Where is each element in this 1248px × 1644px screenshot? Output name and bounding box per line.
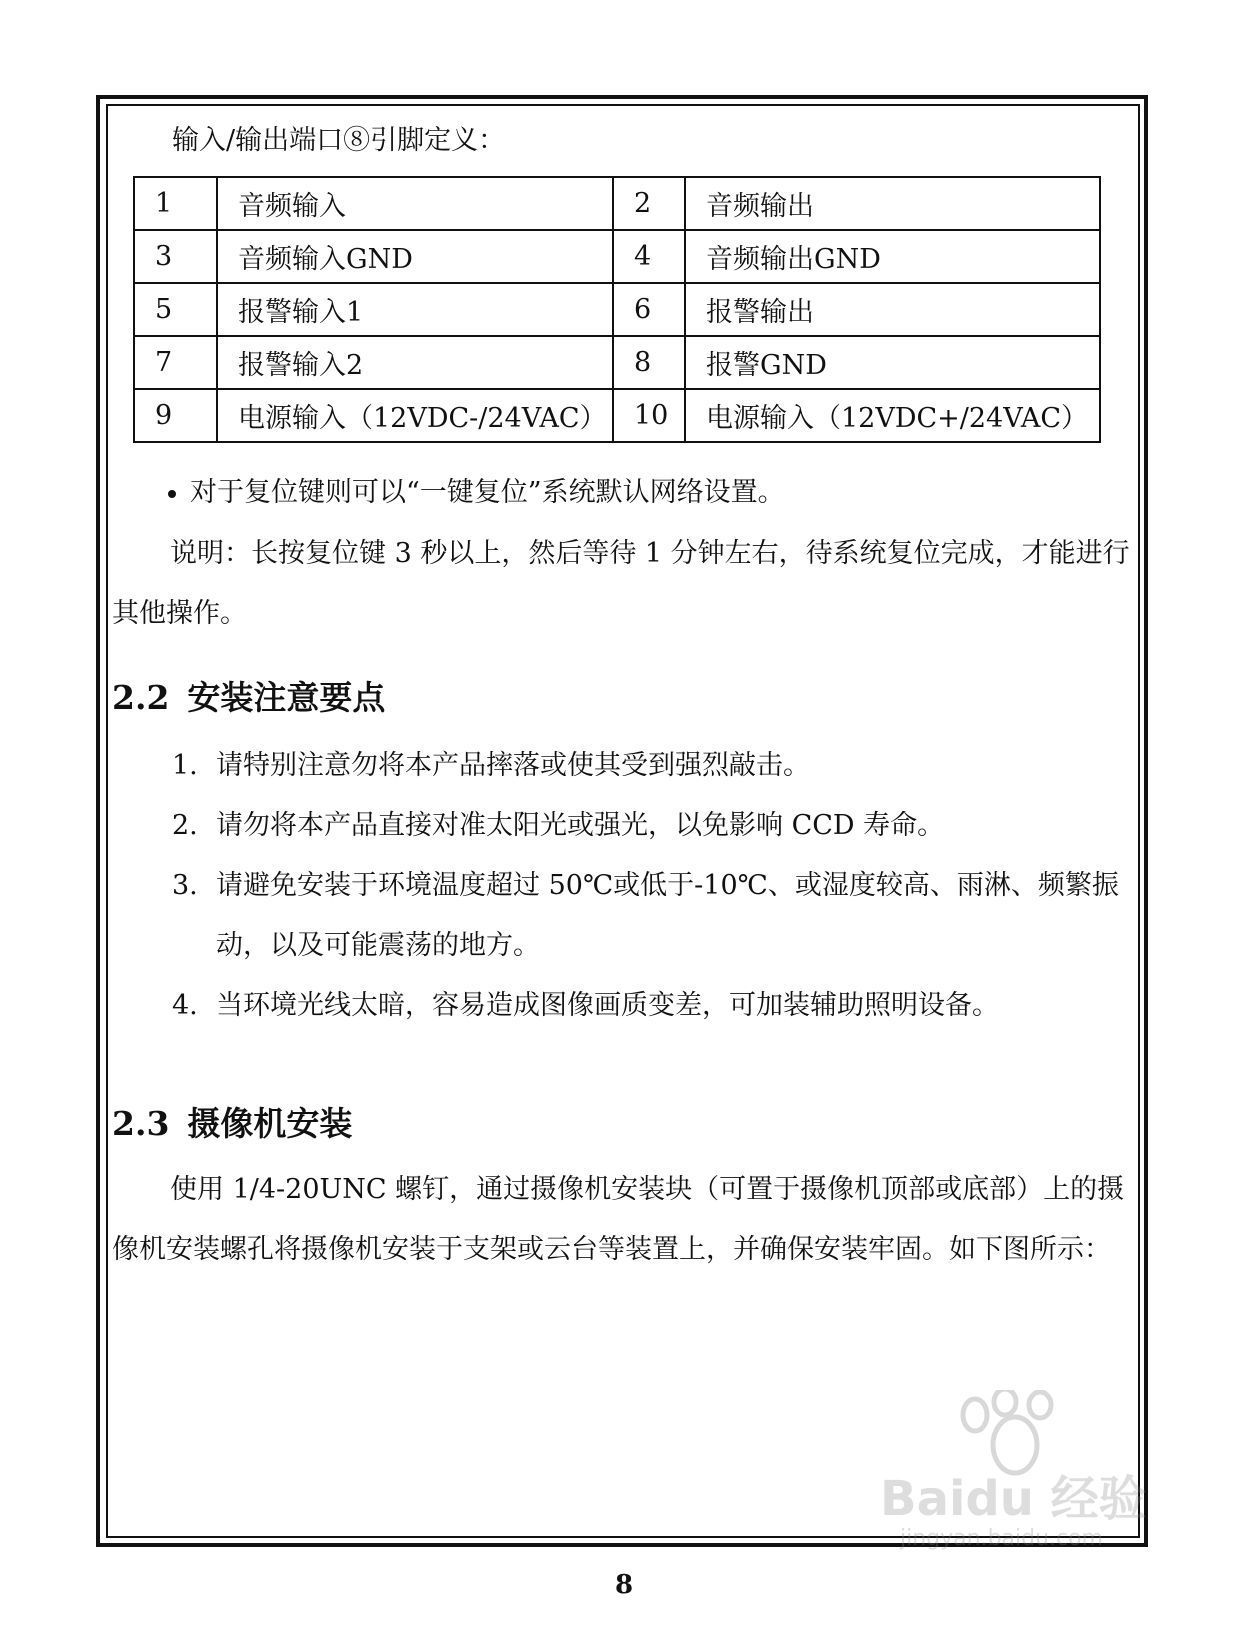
watermark-brand: Baidu 经验 xyxy=(880,1471,1147,1527)
table-row xyxy=(134,389,1100,442)
list-item-text: 请特别注意勿将本产品摔落或使其受到强烈敲击。 xyxy=(216,750,810,781)
list-item-number: 2. xyxy=(172,810,198,841)
list-item-text: 请避免安装于环境温度超过 50℃或低于-10℃、或湿度较高、雨淋、频繁振动，以及可能震荡的地方。 xyxy=(216,870,1119,961)
table-cell: 3 xyxy=(134,230,217,283)
list-item xyxy=(172,976,1134,1036)
table-cell: 电源输入（12VDC-/24VAC） xyxy=(217,389,613,442)
list-item xyxy=(172,796,1134,856)
section-number: 2.2 xyxy=(112,678,170,717)
table-cell: 报警输入2 xyxy=(217,336,613,389)
table-cell: 音频输出 xyxy=(685,177,1100,230)
list-item xyxy=(172,856,1134,976)
baidu-watermark xyxy=(880,1390,1160,1570)
list-item xyxy=(172,736,1134,796)
section-heading-2-3 xyxy=(112,1098,352,1145)
list-item-number: 1. xyxy=(172,750,198,781)
table-row xyxy=(134,177,1100,230)
note-paragraph: 说明：长按复位键 3 秒以上，然后等待 1 分钟左右，待系统复位完成，才能进行其他操作。 xyxy=(112,538,1130,629)
bullet-text: 对于复位键则可以“一键复位”系统默认网络设置。 xyxy=(190,477,785,508)
table-cell: 音频输入 xyxy=(217,177,613,230)
table-cell: 1 xyxy=(134,177,217,230)
table-cell: 10 xyxy=(613,389,685,442)
table-cell: 7 xyxy=(134,336,217,389)
section-title: 摄像机安装 xyxy=(187,1104,353,1143)
table-cell: 4 xyxy=(613,230,685,283)
table-cell: 音频输出GND xyxy=(685,230,1100,283)
page-number: 8 xyxy=(614,1570,634,1600)
section-title: 安装注意要点 xyxy=(187,678,386,717)
table-row xyxy=(134,336,1100,389)
installation-paragraph: 使用 1/4-20UNC 螺钉，通过摄像机安装块（可置于摄像机顶部或底部）上的摄像机安装螺孔将摄像机安装于支架或云台等装置上，并确保安装牢固。如下图所示： xyxy=(112,1174,1125,1265)
table-cell: 报警GND xyxy=(685,336,1100,389)
table-cell: 6 xyxy=(613,283,685,336)
table-cell: 9 xyxy=(134,389,217,442)
section-heading-2-2 xyxy=(112,672,385,719)
precautions-list xyxy=(172,736,1134,1036)
list-item-text: 当环境光线太暗，容易造成图像画质变差，可加装辅助照明设备。 xyxy=(216,990,999,1021)
reset-bullet xyxy=(168,470,785,509)
table-cell: 报警输入1 xyxy=(217,283,613,336)
table-cell: 8 xyxy=(613,336,685,389)
bullet-dot xyxy=(168,490,176,498)
list-item-text: 请勿将本产品直接对准太阳光或强光，以免影响 CCD 寿命。 xyxy=(216,810,945,841)
table-cell: 5 xyxy=(134,283,217,336)
pin-table-title: 输入/输出端口⑧引脚定义： xyxy=(172,125,506,156)
table-cell: 电源输入（12VDC+/24VAC） xyxy=(685,389,1100,442)
list-item-number: 3. xyxy=(172,870,198,901)
table-cell: 报警输出 xyxy=(685,283,1100,336)
list-item-number: 4. xyxy=(172,990,198,1021)
watermark-url: jingyan.baidu.com xyxy=(900,1526,1104,1551)
table-row xyxy=(134,283,1100,336)
pin-definition-table xyxy=(133,176,1101,443)
table-row xyxy=(134,230,1100,283)
table-cell: 2 xyxy=(613,177,685,230)
table-cell: 音频输入GND xyxy=(217,230,613,283)
section-number: 2.3 xyxy=(112,1104,170,1143)
